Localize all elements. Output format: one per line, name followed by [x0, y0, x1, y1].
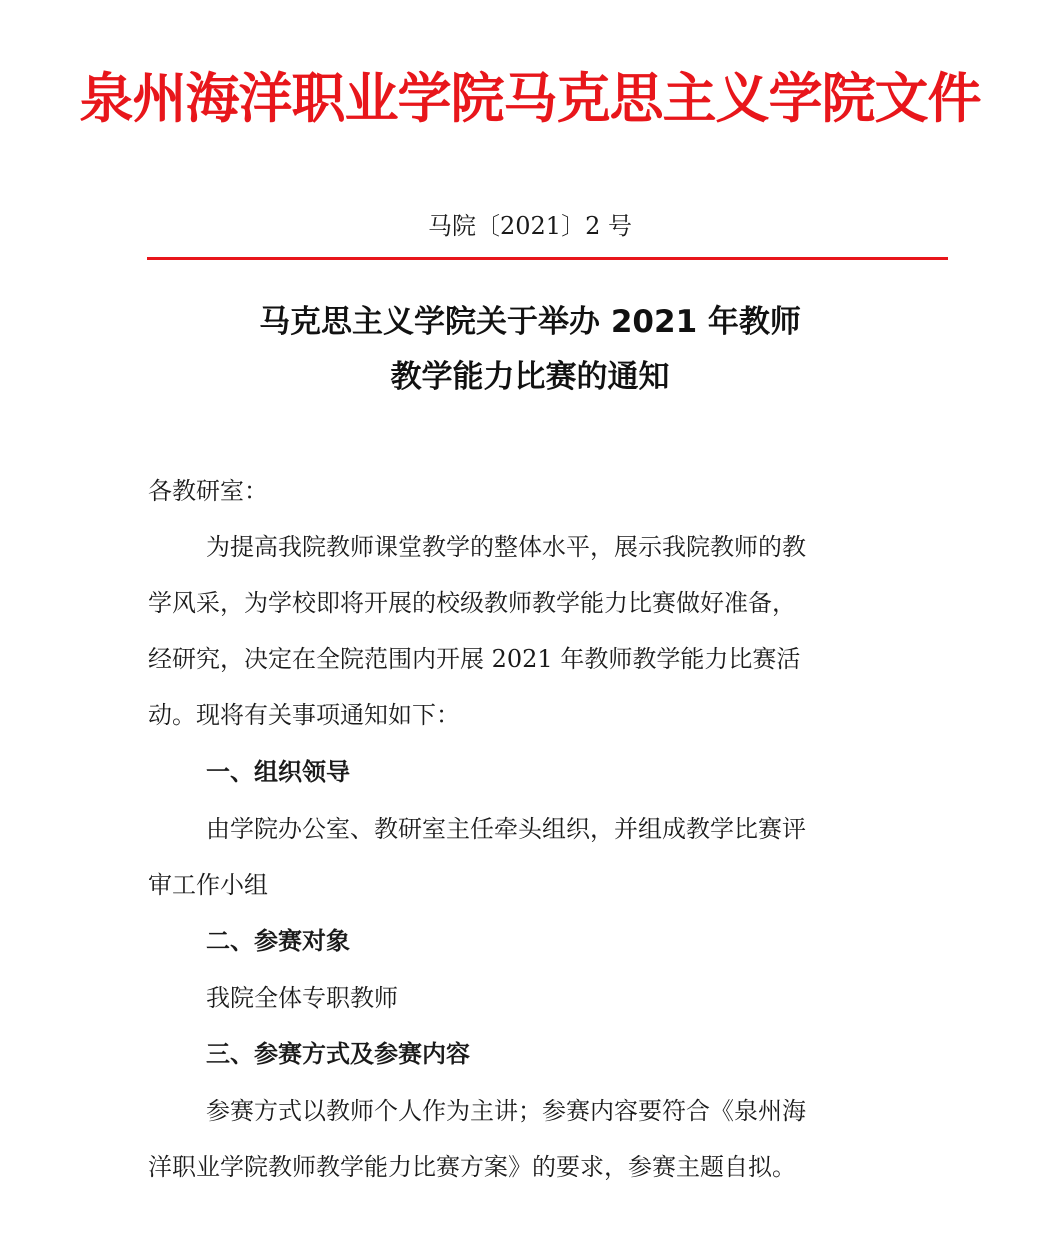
notice-title-line-1: 马克思主义学院关于举办 2021 年教师	[259, 304, 801, 340]
section-heading-organization: 一、组织领导	[206, 758, 350, 786]
section-heading-format-content: 三、参赛方式及参赛内容	[206, 1040, 470, 1068]
intro-paragraph-line: 经研究，决定在全院范围内开展 2021 年教师教学能力比赛活	[148, 645, 801, 673]
intro-paragraph-line: 动。现将有关事项通知如下：	[148, 701, 460, 729]
section1-paragraph-line: 审工作小组	[148, 871, 268, 899]
header-divider-rule	[147, 257, 948, 260]
section3-paragraph-line: 洋职业学院教师教学能力比赛方案》的要求，参赛主题自拟。	[148, 1153, 796, 1181]
section3-paragraph-line: 参赛方式以教师个人作为主讲；参赛内容要符合《泉州海	[206, 1097, 806, 1125]
salutation: 各教研室：	[148, 477, 268, 505]
section1-paragraph-line: 由学院办公室、教研室主任牵头组织，并组成教学比赛评	[206, 815, 806, 843]
notice-title-line-2: 教学能力比赛的通知	[390, 359, 670, 395]
document-number: 马院〔2021〕2 号	[428, 212, 632, 240]
document-header-title: 泉州海洋职业学院马克思主义学院文件	[79, 66, 981, 130]
intro-paragraph-line: 学风采，为学校即将开展的校级教师教学能力比赛做好准备，	[148, 589, 796, 617]
section-heading-participants: 二、参赛对象	[206, 927, 350, 955]
section2-paragraph-line: 我院全体专职教师	[206, 984, 398, 1012]
intro-paragraph-line: 为提高我院教师课堂教学的整体水平，展示我院教师的教	[206, 533, 806, 561]
